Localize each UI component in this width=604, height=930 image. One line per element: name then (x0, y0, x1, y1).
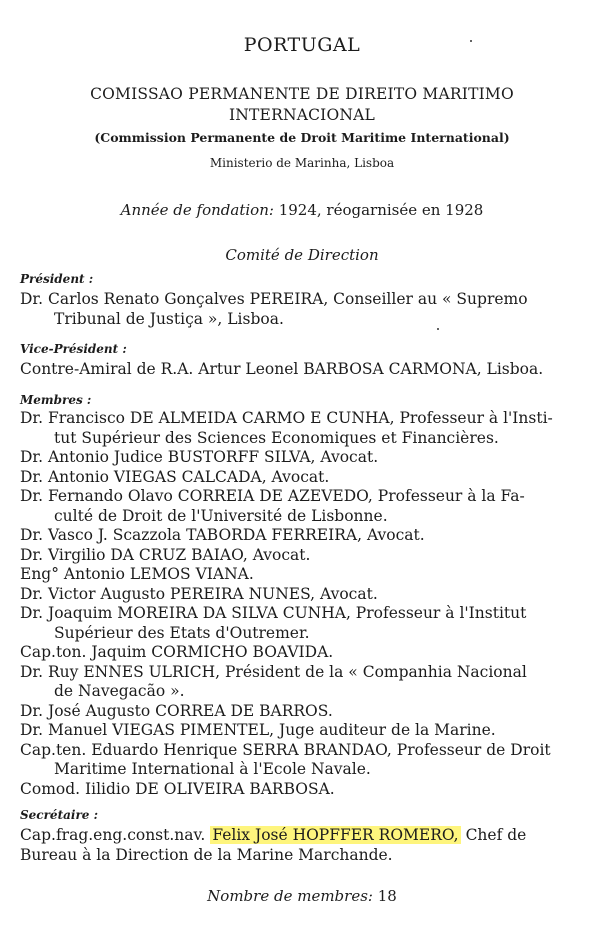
scan-speck (470, 40, 472, 42)
president-entry (20, 290, 580, 329)
president-line2: Tribunal de Justiça », Lisboa. (54, 309, 284, 328)
member-line1: Dr. Joaquim MOREIRA DA SILVA CUNHA, Professeur à l'Institut (20, 604, 527, 622)
members-label: Membres : (20, 393, 92, 407)
founding-value: 1924, réogarnisée en 1928 (278, 201, 484, 219)
member-entry (20, 487, 580, 526)
member-entry (20, 643, 580, 663)
member-entry (20, 409, 580, 448)
member-line2: Supérieur des Etats d'Outremer. (54, 623, 310, 642)
secretary-line2: Bureau à la Direction de la Marine Marchande. (20, 845, 393, 864)
organization-name-line1: COMISSAO PERMANENTE DE DIREITO MARITIMO (90, 85, 514, 103)
organization-address: Ministerio de Marinha, Lisboa (209, 156, 395, 170)
member-line1: Comod. Iilidio DE OLIVEIRA BARBOSA. (20, 779, 335, 798)
member-line1: Dr. Antonio VIEGAS CALCADA, Avocat. (20, 467, 330, 486)
president-line1: Dr. Carlos Renato Gonçalves PEREIRA, Conseiller au « Supremo (20, 290, 528, 308)
secretary-entry (20, 826, 580, 865)
member-line1: Dr. Victor Augusto PEREIRA NUNES, Avocat. (20, 584, 378, 603)
founding-info (0, 201, 604, 219)
member-line1: Dr. Vasco J. Scazzola TABORDA FERREIRA, Avocat. (20, 526, 425, 544)
member-line2: Maritime International à l'Ecole Navale. (54, 760, 371, 778)
vice-president-label: Vice-Président : (20, 342, 127, 356)
member-entry (20, 546, 580, 566)
member-line1: Cap.ten. Eduardo Henrique SERRA BRANDAO, Professeur de Droit (20, 740, 551, 759)
committee-heading: Comité de Direction (225, 246, 379, 264)
organization-name (0, 84, 604, 126)
country-heading: PORTUGAL (243, 34, 361, 56)
member-line1: Dr. Manuel VIEGAS PIMENTEL, Juge auditeur de la Marine. (20, 721, 496, 739)
vice-president-line1: Contre-Amiral de R.A. Artur Leonel BARBOSA CARMONA, Lisboa. (20, 360, 544, 378)
member-entry (20, 780, 580, 800)
member-entry (20, 565, 580, 585)
member-line1: Dr. Virgilio DA CRUZ BAIAO, Avocat. (20, 545, 311, 564)
secretary-suffix: Chef de (465, 826, 527, 844)
member-line2: de Navegacão ». (54, 682, 185, 700)
member-entry (20, 526, 580, 546)
member-line1: Dr. Ruy ENNES ULRICH, Président de la « Companhia Nacional (20, 662, 527, 681)
member-entry (20, 604, 580, 643)
member-line2: tut Supérieur des Sciences Economiques et Financières. (54, 428, 499, 447)
member-line1: Dr. Fernando Olavo CORREIA DE AZEVEDO, Professeur à la Fa- (20, 487, 525, 505)
member-line1: Dr. Antonio Judice BUSTORFF SILVA, Avocat. (20, 448, 379, 466)
president-label: Président : (20, 272, 94, 286)
member-entry (20, 585, 580, 605)
member-entry (20, 702, 580, 722)
member-count-label: Nombre de membres: (207, 887, 373, 905)
member-entry (20, 448, 580, 468)
member-entry (20, 468, 580, 488)
secretary-line1 (20, 826, 580, 846)
member-line2: culté de Droit de l'Université de Lisbonne. (54, 506, 388, 525)
member-line1: Eng° Antonio LEMOS VIANA. (20, 565, 254, 583)
secretary-label: Secrétaire : (20, 808, 99, 822)
secretary-prefix: Cap.frag.eng.const.nav. (20, 826, 206, 844)
secretary-name-highlight: Felix José HOPFFER ROMERO, (212, 826, 459, 844)
vice-president-entry (20, 360, 580, 380)
members-list (20, 409, 580, 799)
founding-label: Année de fondation: (120, 201, 274, 219)
member-entry (20, 721, 580, 741)
member-line1: Cap.ton. Jaquim CORMICHO BOAVIDA. (20, 643, 334, 661)
member-count (0, 887, 604, 905)
member-line1: Dr. José Augusto CORREA DE BARROS. (20, 701, 333, 720)
member-line1: Dr. Francisco DE ALMEIDA CARMO E CUNHA, Professeur à l'Insti- (20, 409, 553, 427)
member-count-value: 18 (377, 887, 397, 905)
scan-speck (437, 328, 439, 330)
member-entry (20, 741, 580, 780)
organization-name-line2: INTERNACIONAL (228, 106, 376, 124)
member-entry (20, 663, 580, 702)
organization-name-french: (Commission Permanente de Droit Maritime International) (94, 130, 510, 145)
